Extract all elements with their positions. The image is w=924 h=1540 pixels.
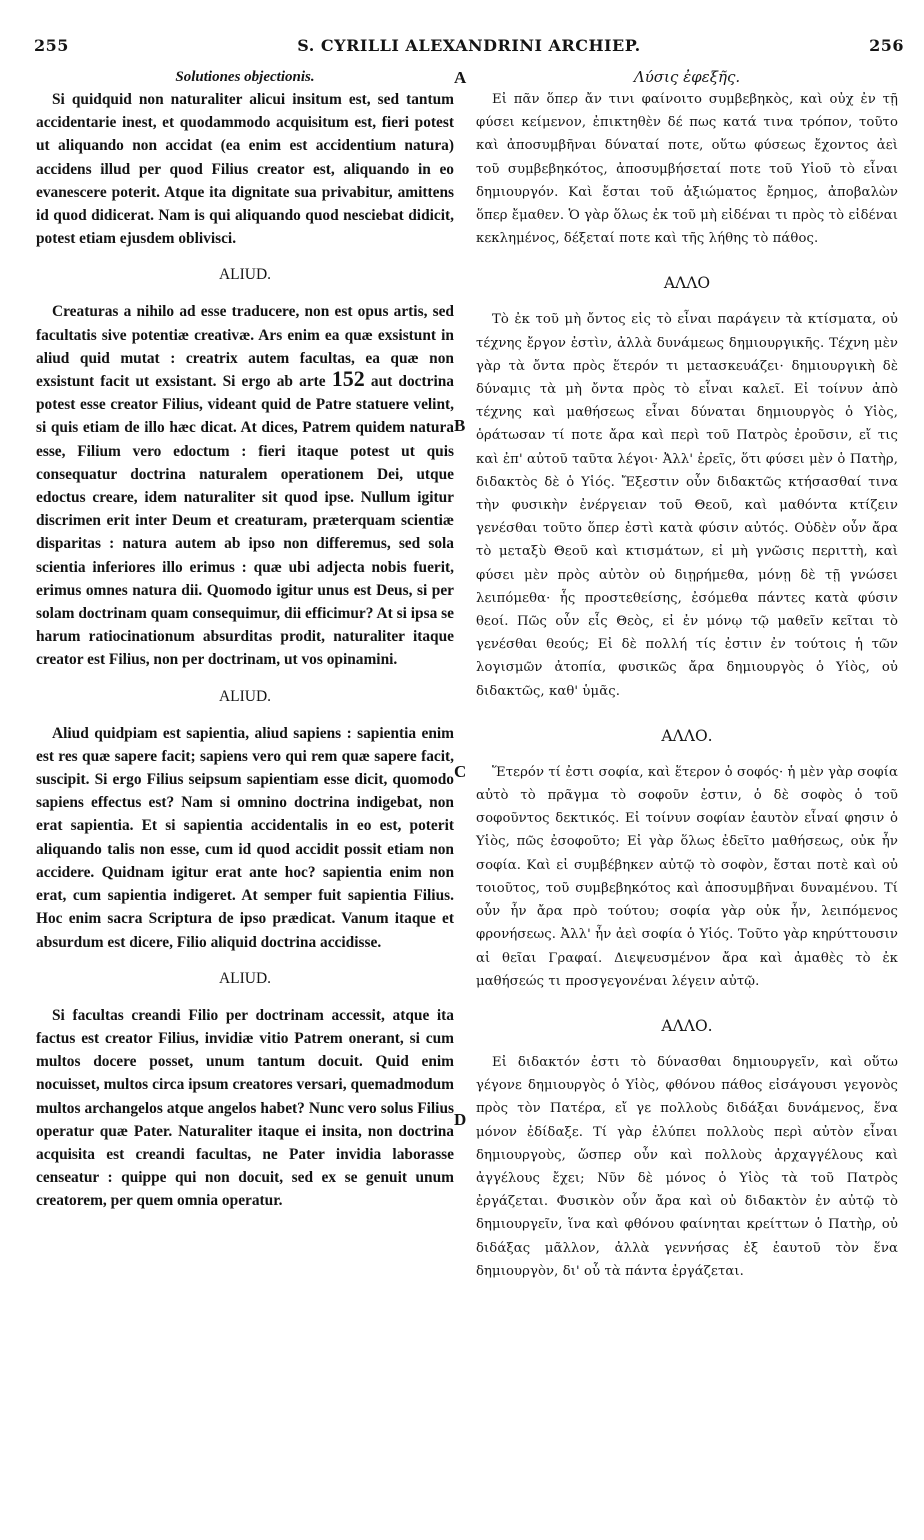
greek-paragraph-2: Τὸ ἐκ τοῦ μὴ ὄντος εἰς τὸ εἶναι παράγειν τὰ κτίσματα, οὐ τέχνης ἔργον ἐστὶν, ἀλλὰ δυνάμεως δημιουργικῆς. Τέχνη μὲν γὰρ τὰ ὄντα πρὸς ἕτερόν τι μετασκευάζει· δημιουργικὴ δὲ δύναμις τὰ μὴ ὄντα πρὸς τὸ εἶναι καλεῖ. Εἰ τοίνυν ἀπὸ τέχνης καὶ μαθήσεως εἶναι δύναται δημιουργὸς ὁ Υἱὸς, ὁράτωσαν τί ποτε ἄρα καὶ περὶ τοῦ Πατρὸς ἐροῦσιν, εἴ τις καὶ ἐπ' αὐτοῦ ταῦτα λέγοι· Ἀλλ' ἐρεῖς, ὅτι φύσει μὲν ὁ Πατὴρ, διδακτὸς δὲ ὁ Υἱός. Ἔξεστιν οὖν διδακτῶς κτήσασθαί τινα τὴν φυσικὴν ἐνέργειαν τοῦ Θεοῦ, καὶ μαθόντα κτίζειν γενέσθαι τοῦτο ὅπερ ἐστὶ κατὰ φύσιν αὐτός. Οὐδὲν οὖν ἄρα τὸ μεταξὺ Θεοῦ καὶ κτισμάτων, εἰ μὴ γνῶσις περιττὴ, καὶ φύσει μὲν πρὸς αὐτὸν οὐ διῃρήμεθα, μόνῃ δὲ τῇ γνώσει λειπόμεθα· ἧς προστεθείσης, ἐσόμεθα πάντες κατὰ φύσιν θεοί. Πῶς οὖν εἷς Θεὸς, εἰ ἐν μόνῳ τῷ μαθεῖν κεῖται τὸ γενέσθαι θεούς; Εἰ δὲ πολλή τίς ἐστιν ἐν τούτοις ἡ τῶν λογισμῶν ἀτοπία, φυσικῶς ἄρα δημιουργὸς ὁ Υἱὸς, οὐ διδακτῶς, καθ' ὑμᾶς.	[476, 312, 898, 699]
greek-section-heading: ΑΛΛΟ	[663, 274, 711, 293]
latin-paragraph-4: Si facultas creandi Filio per doctrinam accessit, atque ita factus est creator Filius, invidiæ vitio Patrem onerant, si cum multos docere posset, unum tantum docuit. Quid enim nocuisset, multos circa ipsum creatores versari, quemadmodum multos archangelos atque angelos habet? Nunc vero solus Filius operatur quæ Pater. Naturaliter itaque ei insita, non doctrina acquisita est creandi facultas, ne Pater invidia laborasse censeatur : quippe qui non docuit, sed ex se genuit unum creatorem, per quem omnia operatur.	[36, 1006, 454, 1210]
greek-section-heading: ΑΛΛΟ.	[661, 1016, 713, 1035]
page-title: S. CYRILLI ALEXANDRINI ARCHIEP.	[297, 36, 641, 55]
margin-letter-a: A	[454, 68, 467, 87]
latin-paragraph-3: Aliud quidpiam est sapientia, aliud sapiens : sapientia enim est res quæ sapere facit; sapiens vero qui rem quæ sapere facit, suscipit. Si ergo Filius seipsum sapientiam esse dicit, quomodo sapiens effectus est? Nam si omnino doctrina indigebat, non erat sapientia. Et si sapientia accidentalis in eo est, poterit aliquando talis non esse, cum id quod accidit possit etiam non accidere. Quidnam igitur erat ante hoc? sapientia enim non erat, cum sapientia indigeret. At semper fuit sapientia Filius. Hoc enim sacra Scriptura de ipso prædicat. Vanum itaque et absurdum est dicere, Filio aliquid doctrina accidisse.	[36, 724, 454, 951]
latin-section-heading: ALIUD.	[218, 266, 272, 284]
greek-paragraph-3: Ἕτερόν τί ἐστι σοφία, καὶ ἕτερον ὁ σοφός· ἡ μὲν γὰρ σοφία αὐτὸ τὸ πρᾶγμα τὸ σοφοῦν ἐστιν, ὁ δὲ σοφὸς ὁ τοῦ σοφοῦντος δεκτικός. Εἰ τοίνυν σοφίαν ἑαυτὸν εἶναί φησιν ὁ Υἱὸς, πῶς ἐσοφοῦτο; Εἰ γὰρ ὅλως ἐδεῖτο μαθήσεως, οὐκ ἦν σοφία. Καὶ εἰ συμβέβηκεν αὐτῷ τὸ σοφὸν, ἔσται ποτὲ καὶ οὐ τοιοῦτος, τοῦ συμβεβηκότος καὶ ἀποσυμβῆναι δυναμένου. Τί οὖν ἦν ἄρα πρὸ τούτου; σοφία γὰρ οὐκ ἦν, λειπόμενος φρονήσεως. Ἀλλ' ἦν ἀεὶ σοφία ὁ Υἱός. Τοῦτο γὰρ κηρύττουσιν αἱ θεῖαι Γραφαί. Διεψευσμένον ἄρα καὶ ἀμαθὲς τὸ ἐκ μαθήσεώς τι προσγεγονέναι λέγειν αὐτῷ.	[476, 764, 898, 989]
page-number-right: 256	[869, 36, 904, 55]
latin-section-heading: ALIUD.	[218, 969, 272, 987]
greek-paragraph-1: Εἰ πᾶν ὅπερ ἄν τινι φαίνοιτο συμβεβηκὸς, καὶ οὐχ ἐν τῇ φύσει κείμενον, ἐπικτηθὲν δέ πως κατά τινα τρόπον, τοῦτο καὶ ἀποσυμβῆναι δύναταί ποτε, οὕτω φύσεως ἔχοντος ἀεὶ τοῦ συμβεβηκότος, ἀποσυμβήσεταί ποτε τοῦ Υἱοῦ τὸ εἶναι δημιουργόν. Καὶ ἔσται τοῦ ἀξιώματος ἔρημος, ἀποβαλὼν ὅπερ ἔμαθεν. Ὁ γὰρ ὅλως ἐκ τοῦ μὴ εἰδέναι τι πρὸς τὸ εἰδέναι κεκλημένος, δέξεταί ποτε καὶ τῆς λήθης τὸ πάθος.	[476, 92, 898, 247]
column-number-marker: 152	[331, 366, 365, 392]
greek-paragraph-4: Εἰ διδακτόν ἐστι τὸ δύνασθαι δημιουργεῖν, καὶ οὕτω γέγονε δημιουργὸς ὁ Υἱὸς, φθόνου πάθος εἰσάγουσι γεγονὸς πρὸς τὸν Πατέρα, εἴ γε πολλοὺς διδάξαι δυνάμενος, ἕνα μόνον ἐδίδαξε. Τί γὰρ ἐλύπει πολλοὺς περὶ αὐτὸν εἶναι δημιουργοὺς, ὥσπερ οὖν καὶ πολλοὺς ἀρχαγγέλους καὶ ἀγγέλους ἔχει; Νῦν δὲ μόνος ὁ Υἱὸς τὰ τοῦ Πατρὸς ἐργάζεται. Φυσικὸν οὖν ἄρα καὶ οὐ διδακτὸν ἐν αὐτῷ τὸ δημιουργεῖν, ἵνα καὶ φθόνου φαίνηται κρείττων ὁ Πατὴρ, οὐ διδάξας μᾶλλον, ἀλλὰ γεννήσας ἐξ ἑαυτοῦ τὸν ἕνα δημιουργὸν, δι' οὗ τὰ πάντα ἐργάζεται.	[476, 1054, 898, 1279]
latin-paragraph-1: Si quidquid non naturaliter alicui insitum est, sed tantum accidentarie inest, et quodammodo acquisitum est, fieri potest ut aliquando non accidat (ea enim est accidentium natura) accidens illud per quod Filius creator est, aliquando in eo evanescere poterit. Atque ita dignitate sua privabitur, amittens id quod didicerat. Nam is qui aliquando quod nesciebat didicit, potest etiam ejusdem oblivisci.	[36, 91, 454, 248]
latin-paragraph-2	[36, 300, 454, 671]
margin-letter-b: B	[454, 416, 466, 435]
running-head	[34, 36, 904, 60]
greek-subtitle: Λύσις ἐφεξῆς.	[633, 68, 741, 86]
margin-letter-c: C	[454, 762, 467, 781]
greek-column	[476, 66, 898, 1283]
latin-paragraph-2-part-a: Creaturas a nihilo ad esse traducere, non est opus artis, sed facultatis sive potentiæ creativæ. Ars enim ea quæ exsistunt in aliud quid mutat : creatrix autem facultas, ea quæ non exsistunt facit ut exsistant. Si ergo ab arte	[36, 303, 454, 391]
latin-column	[36, 66, 454, 1213]
latin-subtitle: Solutiones objectionis.	[175, 69, 315, 85]
page-number-left: 255	[34, 36, 69, 55]
margin-letter-d: D	[454, 1110, 467, 1129]
latin-paragraph-2-part-b: aut doctrina potest esse creator Filius, videant quid de Patre statuere velint, si quis etiam de illo hæc dicat. At dices, Patrem quidem natura esse, Filium vero edoctum : fieri itaque potest ut quis consequatur doctrina naturalem operationem Dei, utque edoctus creare, idem naturaliter sit quod ipse. Nullum igitur discrimen erit inter Deum et creaturam, præterquam scientiæ disparitas : natura autem ab ipso non differemus, sed sola scientia inferiores illo erimus : quæ ubi adjecta nobis fuerit, erimus omnes natura dii. Quomodo igitur unus est Deus, si per solam doctrinam quam consequimur, dii efficimur? At si ipsa se harum ratiocinationum absurditas prodit, naturaliter itaque creator est Filius, non per doctrinam, ut vos opinamini.	[36, 373, 454, 669]
greek-section-heading: ΑΛΛΟ.	[661, 726, 713, 745]
latin-section-heading: ALIUD.	[218, 687, 272, 705]
